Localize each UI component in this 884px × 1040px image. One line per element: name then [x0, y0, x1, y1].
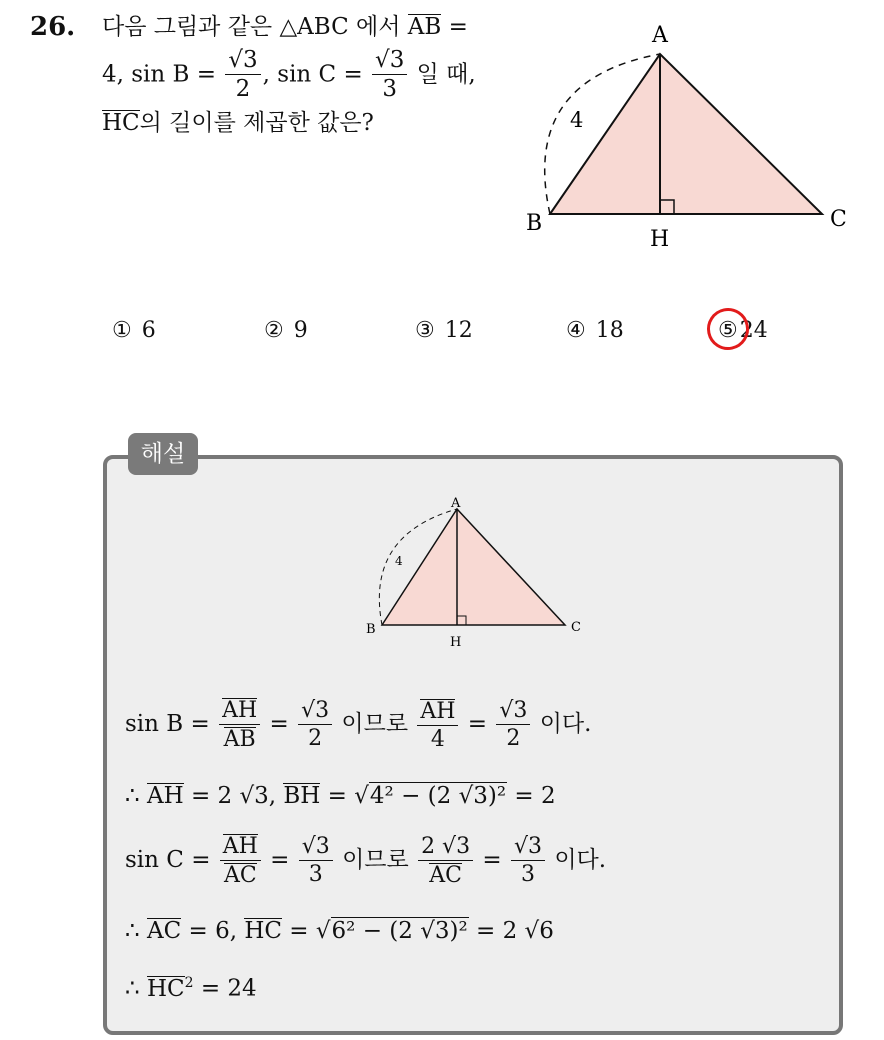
sqrt-expression-2: √6² − (2 √3)² [315, 918, 468, 944]
segment-ab: AB [407, 14, 442, 40]
sqrt-expression-1: √4² − (2 √3)² [354, 783, 507, 809]
fraction-ah-over-4: $\frac{AH}{4}$ [417, 699, 458, 752]
solution-tag: 해설 [128, 433, 198, 475]
fraction-sqrt3-over-2: $\frac{√3}{2}$ [225, 48, 260, 103]
solution-label-c: C [571, 620, 581, 635]
solution-label-side-4: 4 [395, 554, 403, 568]
equals: = [448, 14, 468, 40]
question-line1: 다음 그림과 같은 △ABC 에서 [102, 14, 401, 40]
solution-line-4: ∴ AC = 6, HC = √6² − (2 √3)² = 2 √6 [125, 918, 554, 944]
sinb-label: 4, sin B = [102, 61, 217, 88]
choice-2[interactable]: ② 9 [264, 318, 308, 343]
label-a: A [652, 23, 668, 48]
fraction-ah-over-ac: $\frac{AH}{AC}$ [220, 834, 261, 888]
fraction-2sqrt3-over-ac: $\frac{2 √3}{AC}$ [418, 835, 473, 888]
label-c: C [830, 207, 847, 232]
solution-line-5: ∴ $HC^2 = 24$ [125, 975, 257, 1002]
solution-line-2: ∴ AH = 2 √3, BH = √4² − (2 √3)² = 2 [125, 783, 556, 809]
solution-label-h: H [450, 635, 462, 650]
fraction-sqrt3-over-3: $\frac{√3}{3}$ [299, 835, 333, 887]
solution-triangle [382, 509, 565, 625]
fraction-sqrt3-over-3: $\frac{√3}{3}$ [372, 48, 407, 103]
condition-text: 일 때, [416, 61, 476, 88]
solution-line-1: sin B = $\frac{AH}{AB}$ = $\frac{√3}{2}$ 이므로 $\frac{AH}{4}$ = $\frac{√3}{2}$ 이다. [125, 698, 592, 753]
segment-hc: HC [102, 110, 140, 136]
fraction-sqrt3-over-2b: $\frac{√3}{2}$ [496, 699, 530, 751]
choice-5[interactable]: ⑤24 [718, 318, 768, 343]
choice-1[interactable]: ① 6 [112, 318, 156, 343]
question-line3: 의 길이를 제곱한 값은? [139, 110, 374, 136]
triangle-figure [510, 20, 860, 260]
question-number: 26. [30, 12, 76, 42]
fraction-sqrt3-over-2: $\frac{√3}{2}$ [298, 699, 332, 751]
triangle-abc [550, 54, 822, 214]
answer-circle-mark [703, 304, 753, 354]
choice-4[interactable]: ④ 18 [566, 318, 624, 343]
solution-label-a: A [451, 496, 461, 511]
solution-line-3: sin C = $\frac{AH}{AC}$ = $\frac{√3}{3}$ 이므로 $\frac{2 √3}{AC}$ = $\frac{√3}{3}$ 이다. [125, 833, 607, 889]
choice-3[interactable]: ③ 12 [415, 318, 473, 343]
solution-triangle-figure [360, 495, 600, 655]
fraction-sqrt3-over-3b: $\frac{√3}{3}$ [511, 835, 545, 887]
fraction-ah-over-ab: $\frac{AH}{AB}$ [219, 698, 260, 752]
solution-label-b: B [366, 622, 376, 637]
label-b: B [526, 211, 543, 236]
sinc-label: , sin C = [262, 61, 363, 88]
label-h: H [650, 227, 670, 252]
label-side-4: 4 [570, 108, 584, 132]
